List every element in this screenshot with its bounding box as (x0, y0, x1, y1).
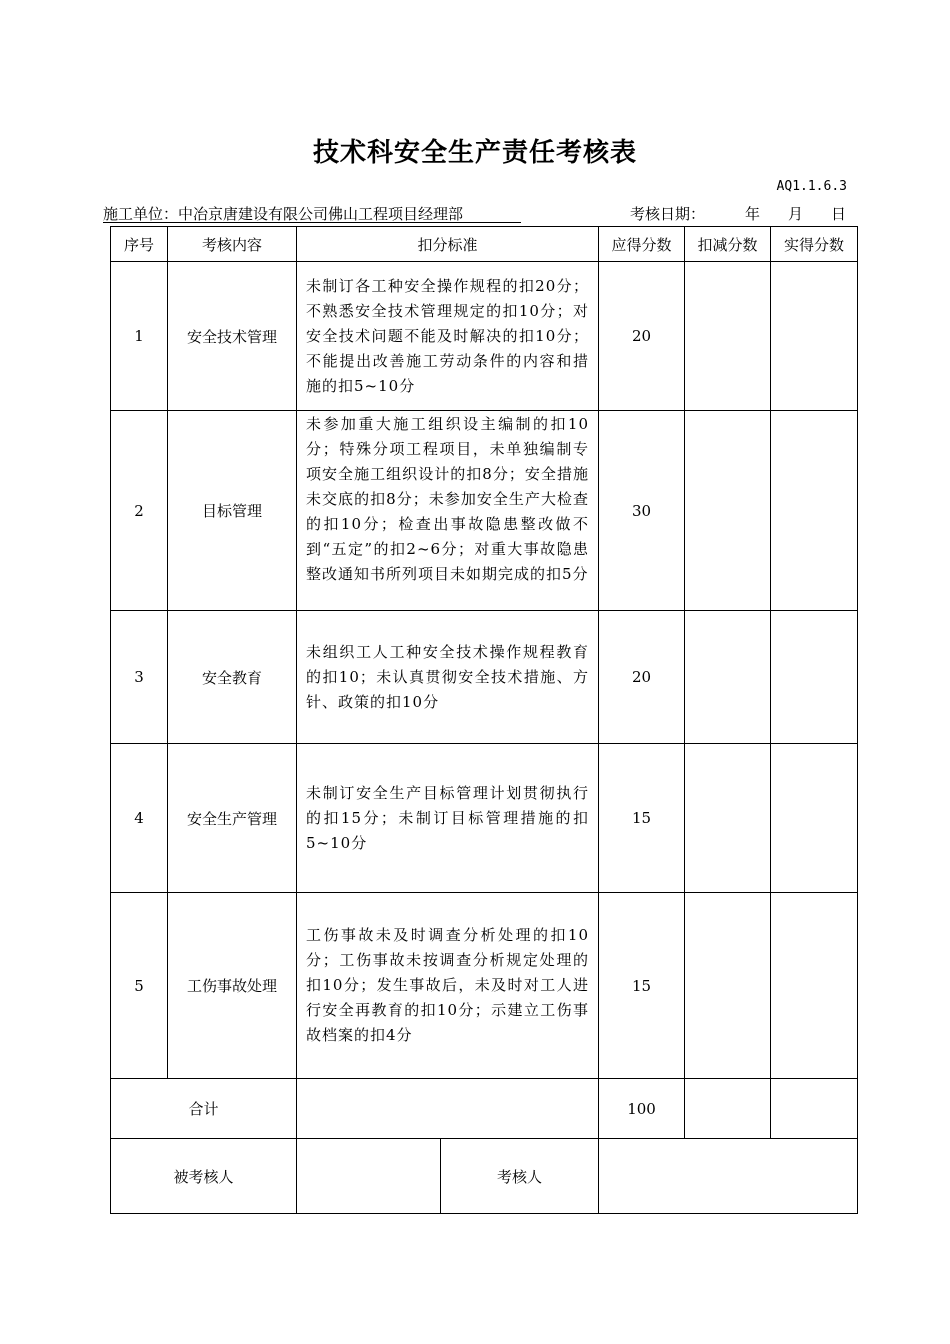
table-row (111, 611, 858, 744)
assessment-date (630, 203, 846, 224)
date-month: 月 (788, 205, 804, 223)
header-score: 应得分数 (599, 227, 685, 262)
total-score: 100 (599, 1079, 685, 1139)
row-deduct[interactable] (685, 262, 771, 411)
form-code: AQ1.1.6.3 (776, 179, 847, 194)
row-actual[interactable] (771, 893, 858, 1079)
date-label: 考核日期： (630, 205, 706, 223)
row-content: 安全技术管理 (168, 262, 297, 411)
construction-unit: 施工单位：中冶京唐建设有限公司佛山工程项目经理部 (103, 205, 464, 223)
row-deduct[interactable] (685, 744, 771, 893)
row-deduct[interactable] (685, 893, 771, 1079)
row-content: 安全教育 (168, 611, 297, 744)
header-standard: 扣分标准 (297, 227, 599, 262)
row-score: 15 (599, 744, 685, 893)
header-deduct: 扣减分数 (685, 227, 771, 262)
examiner-signature[interactable] (599, 1139, 858, 1214)
row-standard: 未制订各工种安全操作规程的扣20分；不熟悉安全技术管理规定的扣10分；对安全技术问题不能及时解决的扣10分；不能提出改善施工劳动条件的内容和措施的扣5~10分 (297, 262, 599, 411)
row-standard: 未制订安全生产目标管理计划贯彻执行的扣15分；未制订目标管理措施的扣5~10分 (297, 744, 599, 893)
row-score: 30 (599, 411, 685, 611)
total-label: 合计 (111, 1079, 297, 1139)
row-content: 目标管理 (168, 411, 297, 611)
row-score: 20 (599, 262, 685, 411)
table-row (111, 411, 858, 611)
row-actual[interactable] (771, 744, 858, 893)
examinee-signature[interactable] (297, 1139, 441, 1214)
examinee-label: 被考核人 (111, 1139, 297, 1214)
row-no: 1 (111, 262, 168, 411)
table-row (111, 893, 858, 1079)
total-row (111, 1079, 858, 1139)
row-no: 2 (111, 411, 168, 611)
row-score: 15 (599, 893, 685, 1079)
row-no: 3 (111, 611, 168, 744)
row-standard: 未参加重大施工组织设主编制的扣10分；特殊分项工程项目，未单独编制专项安全施工组织设计的扣8分；安全措施未交底的扣8分；未参加安全生产大检查的扣10分；检查出事故隐患整改做不到“五定”的扣2~6分；对重大事故隐患整改通知书所列项目未如期完成的扣5分 (297, 411, 599, 611)
total-actual[interactable] (771, 1079, 858, 1139)
assessment-table (110, 226, 858, 1214)
row-no: 5 (111, 893, 168, 1079)
row-no: 4 (111, 744, 168, 893)
examiner-label: 考核人 (441, 1139, 599, 1214)
unit-underline (103, 222, 521, 223)
row-content: 工伤事故处理 (168, 893, 297, 1079)
row-content: 安全生产管理 (168, 744, 297, 893)
header-no: 序号 (111, 227, 168, 262)
table-row (111, 744, 858, 893)
row-actual[interactable] (771, 611, 858, 744)
row-deduct[interactable] (685, 611, 771, 744)
date-year: 年 (745, 205, 761, 223)
header-row (111, 227, 858, 262)
header-actual: 实得分数 (771, 227, 858, 262)
date-day: 日 (831, 205, 847, 223)
document-title: 技术科安全生产责任考核表 (312, 138, 637, 168)
row-actual[interactable] (771, 262, 858, 411)
table-row (111, 262, 858, 411)
total-deduct[interactable] (685, 1079, 771, 1139)
row-standard: 工伤事故未及时调查分析处理的扣10分；工伤事故未按调查分析规定处理的扣10分；发生事故后，未及时对工人进行安全再教育的扣10分；示建立工伤事故档案的扣4分 (297, 893, 599, 1079)
signature-row (111, 1139, 858, 1214)
total-standard (297, 1079, 599, 1139)
row-standard: 未组织工人工种安全技术操作规程教育的扣10；未认真贯彻安全技术措施、方针、政策的扣10分 (297, 611, 599, 744)
row-score: 20 (599, 611, 685, 744)
row-deduct[interactable] (685, 411, 771, 611)
row-actual[interactable] (771, 411, 858, 611)
header-content: 考核内容 (168, 227, 297, 262)
